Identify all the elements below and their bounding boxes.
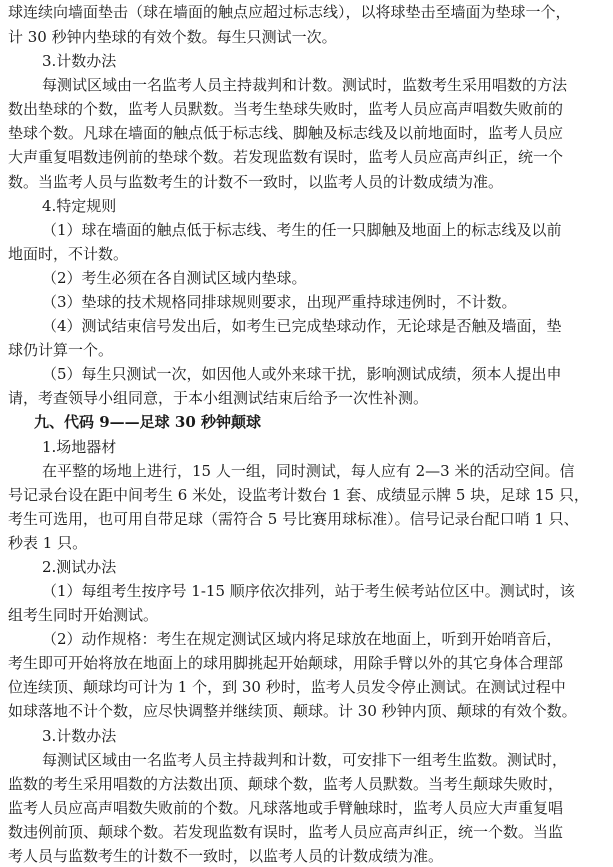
line-text: 球连续向墙面垫击（球在墙面的触点应超过标志线），以将球垫击至墙面为垫球一个，: [8, 3, 571, 21]
text-line: [42, 220, 607, 240]
text-line: [42, 268, 607, 288]
text-line: [8, 605, 607, 625]
line-text: 数。当监考人员与监数考生的计数不一致时，以监考人员的计数成绩为准。: [8, 172, 504, 191]
line-text: 考生可选用，也可用自带足球（需符合 5 号比赛用球标准）。信号记录台配口哨 1 只、: [8, 509, 579, 528]
line-text: 号记录台设在距中间考生 6 米处，设监考计数台 1 套、成绩显示牌 5 块，足球 15 只，: [8, 485, 589, 504]
line-text: 考人员与监数考生的计数不一致时，以监考人员的计数成绩为准。: [8, 847, 444, 865]
line-text: （1）每组考生按序号 1-15 顺序依次排列，站于考生候考站位区中。测试时，该: [42, 582, 575, 601]
text-line: [8, 172, 607, 192]
heading-text: 3.计数办法: [42, 52, 117, 71]
line-text: （2）考生必须在各自测试区域内垫球。: [42, 268, 307, 287]
text-line: [8, 846, 607, 866]
text-line: [8, 99, 607, 119]
heading-text: 4.特定规则: [42, 196, 117, 215]
text-line: [8, 147, 607, 167]
text-line: [8, 123, 607, 143]
line-text: 秒表 1 只。: [8, 533, 88, 552]
text-line: [8, 701, 607, 721]
text-line: [42, 629, 607, 649]
line-text: 垫球个数。凡球在墙面的触点低于标志线、脚触及标志线及以前地面时，监考人员应: [8, 124, 564, 143]
line-text: 如球落地不计个数，应尽快调整并继续顶、颠球。计 30 秒钟内顶、颠球的有效个数。: [8, 702, 577, 721]
text-line: [8, 798, 607, 818]
section-heading: [42, 51, 607, 71]
text-line: [8, 27, 607, 47]
chapter-heading: [34, 412, 607, 432]
text-line: [42, 581, 607, 601]
heading-text: 3.计数办法: [42, 726, 117, 745]
line-text: （4）测试结束信号发出后，如考生已完成垫球动作，无论球是否触及墙面，垫: [42, 317, 562, 336]
heading-text: 九、代码 9——足球 30 秒钟颠球: [34, 413, 261, 432]
section-heading: [42, 437, 607, 457]
heading-text: 2.测试办法: [42, 557, 117, 576]
line-text: 监数的考生采用唱数的方法数出顶、颠球个数，监考人员默数。当考生颠球失败时，: [8, 774, 564, 793]
text-line: [8, 774, 607, 794]
text-line: [8, 653, 607, 673]
line-text: 每测试区域由一名监考人员主持裁判和计数。测试时，监数考生采用唱数的方法: [42, 76, 568, 95]
line-text: 组考生同时开始测试。: [8, 606, 159, 625]
section-heading: [42, 557, 607, 577]
text-line: [8, 533, 607, 553]
text-line: [8, 388, 607, 408]
text-line: [8, 244, 607, 264]
line-text: 监考人员应高声唱数失败前的个数。凡球落地或手臂触球时，监考人员应大声重复唱: [8, 798, 564, 817]
text-line: [42, 461, 607, 481]
line-text: 计 30 秒钟内垫球的有效个数。每生只测试一次。: [8, 28, 337, 47]
line-text: 在平整的场地上进行，15 人一组，同时测试，每人应有 2—3 米的活动空间。信: [42, 461, 575, 480]
line-text: 考生即可开始将放在地面上的球用脚挑起开始颠球，用除手臂以外的其它身体合理部: [8, 654, 564, 673]
line-text: 位连续顶、颠球均可计为 1 个，到 30 秒时，监考人员发令停止测试。在测试过程中: [8, 678, 566, 697]
line-text: 数出垫球的个数，监考人员默数。当考生垫球失败时，监考人员应高声唱数失败前的: [8, 100, 564, 119]
line-text: 地面时，不计数。: [8, 244, 129, 263]
heading-text: 1.场地器材: [42, 437, 117, 456]
text-line: [42, 750, 607, 770]
line-text: 球仍计算一个。: [8, 341, 114, 360]
text-line: [42, 364, 607, 384]
line-text: 大声重复唱数违例前的垫球个数。若发现监数有误时，监考人员应高声纠正，统一个: [8, 148, 564, 167]
text-line: [8, 340, 607, 360]
line-text: 请，考查领导小组同意，于本小组测试结束后给予一次性补测。: [8, 389, 429, 408]
line-text: （1）球在墙面的触点低于标志线、考生的任一只脚触及地面上的标志线及以前: [42, 220, 562, 239]
text-line: [8, 509, 607, 529]
text-line: [8, 822, 607, 842]
text-line: [42, 75, 607, 95]
section-heading: [42, 726, 607, 746]
line-text: 每测试区域由一名监考人员主持裁判和计数，可安排下一组考生监数。测试时，: [42, 750, 568, 769]
line-text: 数违例前顶、颠球个数。若发现监数有误时，监考人员应高声纠正，统一个数。当监: [8, 822, 564, 841]
line-text: （2）动作规格：考生在规定测试区域内将足球放在地面上，听到开始哨音后，: [42, 630, 562, 649]
text-line: [42, 292, 607, 312]
text-line: [42, 316, 607, 336]
text-line: [8, 677, 607, 697]
text-line: [8, 2, 607, 22]
text-line: [8, 485, 607, 505]
section-heading: [42, 196, 607, 216]
line-text: （5）每生只测试一次，如因他人或外来球干扰，影响测试成绩，须本人提出申: [42, 365, 562, 384]
line-text: （3）垫球的技术规格同排球规则要求，出现严重持球违例时，不计数。: [42, 293, 517, 311]
